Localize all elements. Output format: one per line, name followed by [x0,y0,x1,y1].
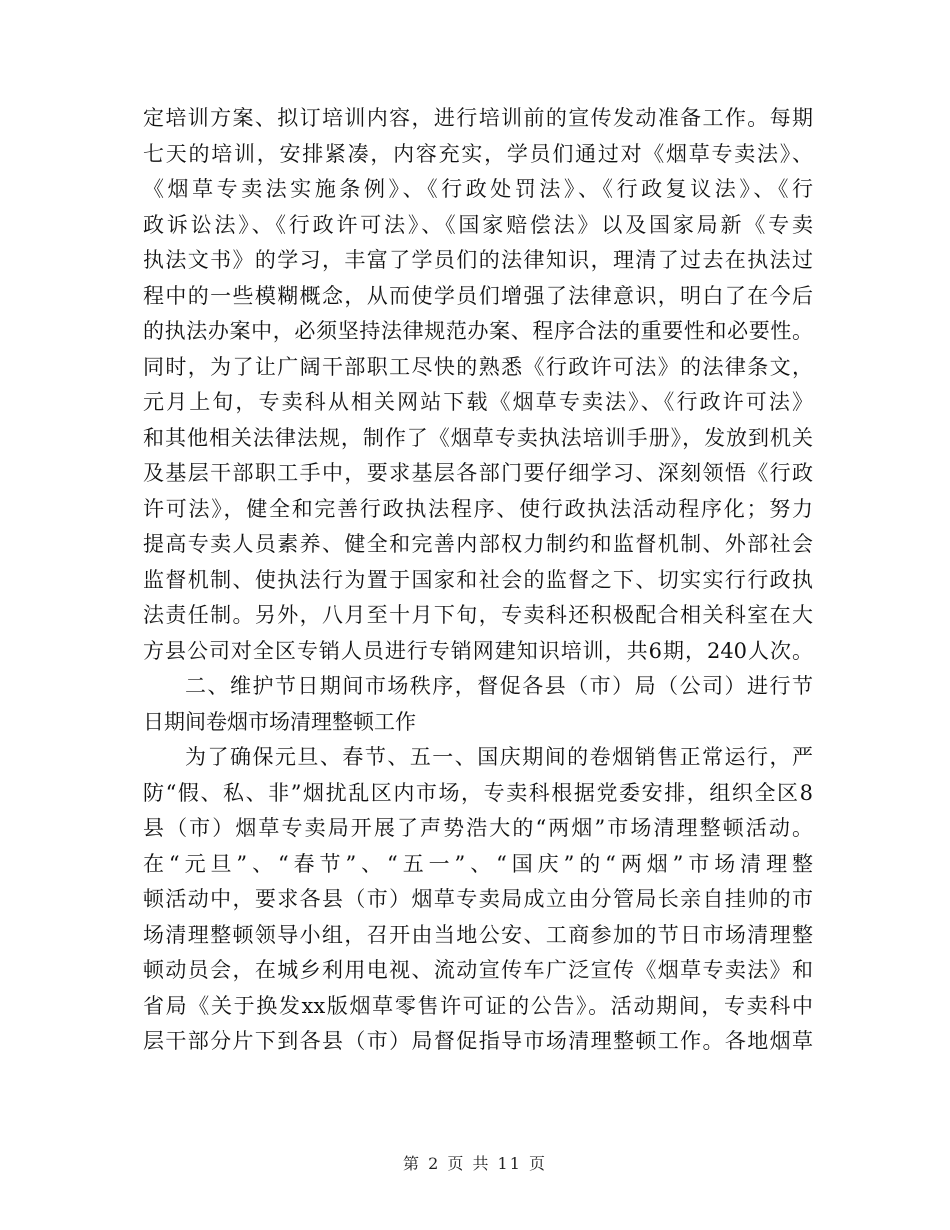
text-line: 在“元旦”、“春节”、“五一”、“国庆”的“两烟”市场清理整 [143,851,813,876]
text-line: 及基层干部职工手中，要求基层各部门要仔细学习、深刻领悟《行政 [143,461,813,485]
text-line: 《烟草专卖法实施条例》、《行政处罚法》、《行政复议法》、《行 [143,177,813,201]
text-line: 防“假、私、非”烟扰乱区内市场，专卖科根据党委安排，组织全区8 [143,780,813,805]
text-line: 元月上旬，专卖科从相关网站下载《烟草专卖法》、《行政许可法》 [143,390,813,414]
text-line: 执法文书》的学习，丰富了学员们的法律知识，理清了过去在执法过 [143,248,813,272]
text-line: 县（市）烟草专卖局开展了声势浩大的“两烟”市场清理整顿活动。 [143,816,813,840]
text-line: 程中的一些模糊概念，从而使学员们增强了法律意识，明白了在今后 [143,283,813,308]
page-number: 第 2 页 共 11 页 [403,1154,547,1173]
text-line: 定培训方案、拟订培训内容，进行培训前的宣传发动准备工作。每期 [143,106,813,130]
text-line: 层干部分片下到各县（市）局督促指导市场清理整顿工作。各地烟草 [143,1029,813,1053]
text-line: 政诉讼法》、《行政许可法》、《国家赔偿法》以及国家局新《专卖 [143,212,813,237]
text-line: 和其他相关法律法规，制作了《烟草专卖执法培训手册》，发放到机关 [143,425,813,450]
document-body [143,101,813,1060]
text-line: 为了确保元旦、春节、五一、国庆期间的卷烟销售正常运行，严 [185,745,813,769]
text-line: 监督机制、使执法行为置于国家和社会的监督之下、切实实行行政执 [143,567,813,592]
text-line: 方县公司对全区专销人员进行专销网建知识培训，共6期，240人次。 [143,638,813,663]
section-heading-continued: 日期间卷烟市场清理整顿工作 [143,709,416,734]
section-heading: 二、维护节日期间市场秩序，督促各县（市）局（公司）进行节 [185,674,813,698]
text-line: 法责任制。另外，八月至十月下旬，专卖科还积极配合相关科室在大 [143,603,813,627]
text-line: 省局《关于换发xx版烟草零售许可证的公告》。活动期间，专卖科中 [143,993,813,1018]
text-line: 顿动员会，在城乡利用电视、流动宣传车广泛宣传《烟草专卖法》和 [143,958,813,982]
text-line: 许可法》，健全和完善行政执法程序、使行政执法活动程序化；努力 [143,496,813,521]
text-line: 同时，为了让广阔干部职工尽快的熟悉《行政许可法》的法律条文， [143,354,813,379]
text-line: 提高专卖人员素养、健全和完善内部权力制约和监督机制、外部社会 [143,532,813,556]
text-line: 七天的培训，安排紧凑，内容充实，学员们通过对《烟草专卖法》、 [143,141,813,166]
text-line: 场清理整顿领导小组，召开由当地公安、工商参加的节日市场清理整 [143,922,813,947]
text-line: 顿活动中，要求各县（市）烟草专卖局成立由分管局长亲自挂帅的市 [143,887,813,911]
text-line: 的执法办案中，必须坚持法律规范办案、程序合法的重要性和必要性。 [143,319,813,343]
